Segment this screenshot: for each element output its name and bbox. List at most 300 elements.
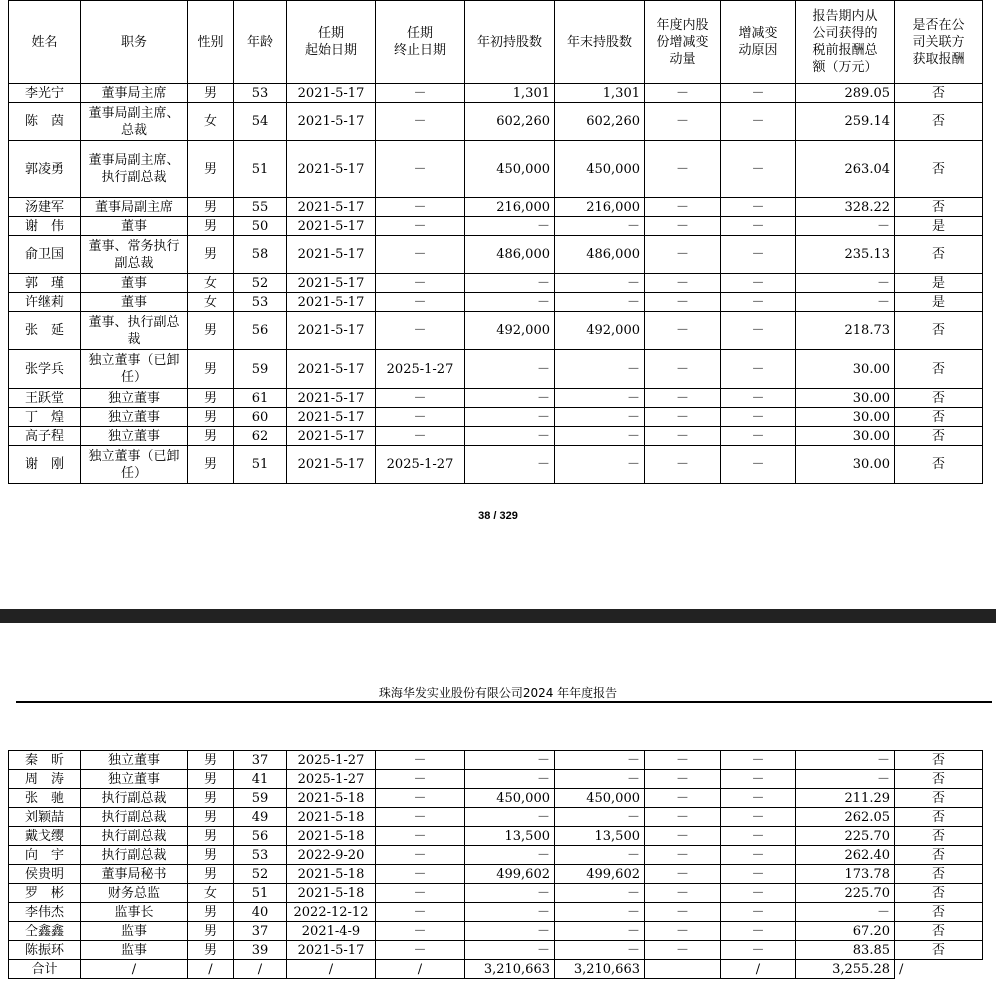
- cell-share-change: －: [645, 789, 721, 808]
- cell-change-reason: －: [721, 922, 796, 941]
- cell-shares-end: 450,000: [555, 141, 645, 198]
- cell-change-reason: －: [721, 827, 796, 846]
- cell-title: 独立董事: [81, 751, 188, 770]
- cell-compensation: 30.00: [796, 350, 895, 389]
- cell-compensation: －: [796, 217, 895, 236]
- cell-title: 独立董事（已卸任）: [81, 446, 188, 484]
- cell-gender: 男: [188, 312, 234, 350]
- cell-age: 54: [234, 103, 287, 141]
- cell-name: 刘颖喆: [9, 808, 81, 827]
- cell-compensation: 83.85: [796, 941, 895, 960]
- cell-name: 张 驰: [9, 789, 81, 808]
- cell-term-end: －: [376, 236, 465, 274]
- cell-gender: 男: [188, 941, 234, 960]
- cell-compensation: 259.14: [796, 103, 895, 141]
- cell-name: 王跃堂: [9, 389, 81, 408]
- cell-gender: 男: [188, 903, 234, 922]
- cell-gender: 男: [188, 789, 234, 808]
- cell-related-party-pay: 否: [895, 198, 983, 217]
- cell-term-end: 2025-1-27: [376, 446, 465, 484]
- table-row: [9, 922, 983, 941]
- cell-term-end: －: [376, 217, 465, 236]
- cell-related-party-pay: 否: [895, 103, 983, 141]
- cell-term-end: －: [376, 84, 465, 103]
- cell-term-end: －: [376, 103, 465, 141]
- cell-shares-end: －: [555, 217, 645, 236]
- cell-compensation: 225.70: [796, 884, 895, 903]
- cell-shares-end: －: [555, 408, 645, 427]
- cell-change-reason: －: [721, 141, 796, 198]
- table-row: [9, 274, 983, 293]
- cell-gender: 男: [188, 827, 234, 846]
- cell-shares-end: －: [555, 884, 645, 903]
- cell-shares-begin: －: [465, 350, 555, 389]
- table-header-row: [9, 1, 983, 84]
- cell-gender: 男: [188, 217, 234, 236]
- directors-table-part1: [8, 0, 983, 484]
- cell-shares-begin: 499,602: [465, 865, 555, 884]
- cell-term-start: 2021-5-17: [287, 350, 376, 389]
- cell-gender: 男: [188, 770, 234, 789]
- cell-share-change: －: [645, 141, 721, 198]
- cell-name: 李光宁: [9, 84, 81, 103]
- cell-related-party-pay: 否: [895, 884, 983, 903]
- total-title: /: [81, 960, 188, 979]
- cell-term-start: 2021-5-18: [287, 789, 376, 808]
- cell-compensation: －: [796, 293, 895, 312]
- table-row: [9, 350, 983, 389]
- cell-change-reason: －: [721, 446, 796, 484]
- cell-term-start: 2021-5-17: [287, 941, 376, 960]
- cell-term-start: 2021-5-17: [287, 389, 376, 408]
- cell-compensation: 218.73: [796, 312, 895, 350]
- cell-term-end: 2025-1-27: [376, 350, 465, 389]
- cell-age: 52: [234, 274, 287, 293]
- cell-change-reason: －: [721, 941, 796, 960]
- cell-compensation: 30.00: [796, 408, 895, 427]
- cell-shares-begin: －: [465, 770, 555, 789]
- cell-age: 40: [234, 903, 287, 922]
- cell-related-party-pay: 否: [895, 751, 983, 770]
- cell-gender: 男: [188, 141, 234, 198]
- cell-share-change: －: [645, 350, 721, 389]
- cell-name: 谢 刚: [9, 446, 81, 484]
- cell-change-reason: －: [721, 84, 796, 103]
- table-row: [9, 141, 983, 198]
- cell-title: 执行副总裁: [81, 808, 188, 827]
- cell-change-reason: －: [721, 103, 796, 141]
- header-related-party-pay: 是否在公 司关联方 获取报酬: [895, 1, 983, 84]
- cell-shares-begin: 450,000: [465, 141, 555, 198]
- cell-share-change: －: [645, 103, 721, 141]
- cell-share-change: －: [645, 827, 721, 846]
- total-compensation: 3,255.28: [796, 960, 895, 979]
- cell-share-change: －: [645, 922, 721, 941]
- cell-term-end: －: [376, 922, 465, 941]
- cell-name: 汤建军: [9, 198, 81, 217]
- cell-term-end: －: [376, 770, 465, 789]
- cell-term-end: －: [376, 293, 465, 312]
- table-row: [9, 408, 983, 427]
- cell-term-start: 2021-5-17: [287, 217, 376, 236]
- page-number: 38 / 329: [478, 510, 518, 522]
- cell-share-change: －: [645, 293, 721, 312]
- header-compensation: 报告期内从 公司获得的 税前报酬总 额（万元）: [796, 1, 895, 84]
- cell-change-reason: －: [721, 389, 796, 408]
- cell-term-end: －: [376, 865, 465, 884]
- cell-share-change: －: [645, 236, 721, 274]
- cell-age: 55: [234, 198, 287, 217]
- cell-compensation: 262.05: [796, 808, 895, 827]
- cell-title: 董事、执行副总裁: [81, 312, 188, 350]
- cell-shares-end: －: [555, 751, 645, 770]
- cell-change-reason: －: [721, 274, 796, 293]
- cell-gender: 男: [188, 808, 234, 827]
- cell-compensation: 263.04: [796, 141, 895, 198]
- cell-share-change: －: [645, 446, 721, 484]
- cell-related-party-pay: 否: [895, 827, 983, 846]
- cell-name: 许继莉: [9, 293, 81, 312]
- cell-term-start: 2022-9-20: [287, 846, 376, 865]
- cell-title: 执行副总裁: [81, 789, 188, 808]
- cell-gender: 男: [188, 198, 234, 217]
- cell-shares-end: －: [555, 770, 645, 789]
- table-row: [9, 789, 983, 808]
- cell-gender: 男: [188, 446, 234, 484]
- cell-change-reason: －: [721, 789, 796, 808]
- cell-name: 仝鑫鑫: [9, 922, 81, 941]
- total-age: /: [234, 960, 287, 979]
- table-row: [9, 808, 983, 827]
- header-age: 年龄: [234, 1, 287, 84]
- header-title: 职务: [81, 1, 188, 84]
- cell-related-party-pay: 否: [895, 941, 983, 960]
- table-row: [9, 389, 983, 408]
- cell-change-reason: －: [721, 427, 796, 446]
- cell-change-reason: －: [721, 236, 796, 274]
- table-row: [9, 427, 983, 446]
- cell-term-end: －: [376, 198, 465, 217]
- cell-shares-end: －: [555, 808, 645, 827]
- cell-age: 52: [234, 865, 287, 884]
- cell-change-reason: －: [721, 865, 796, 884]
- cell-term-start: 2021-5-17: [287, 446, 376, 484]
- cell-term-start: 2021-5-17: [287, 312, 376, 350]
- cell-shares-begin: －: [465, 446, 555, 484]
- cell-shares-end: －: [555, 446, 645, 484]
- table-row: [9, 884, 983, 903]
- cell-gender: 男: [188, 427, 234, 446]
- header-gender: 性别: [188, 1, 234, 84]
- cell-shares-begin: －: [465, 274, 555, 293]
- cell-title: 执行副总裁: [81, 846, 188, 865]
- cell-age: 51: [234, 884, 287, 903]
- cell-term-end: －: [376, 274, 465, 293]
- cell-age: 39: [234, 941, 287, 960]
- cell-share-change: －: [645, 770, 721, 789]
- cell-title: 独立董事: [81, 408, 188, 427]
- cell-name: 罗 彬: [9, 884, 81, 903]
- cell-share-change: －: [645, 408, 721, 427]
- cell-term-end: －: [376, 808, 465, 827]
- cell-title: 监事: [81, 922, 188, 941]
- cell-related-party-pay: 否: [895, 789, 983, 808]
- total-related-party-pay: /: [895, 960, 983, 979]
- cell-age: 37: [234, 751, 287, 770]
- cell-compensation: －: [796, 770, 895, 789]
- cell-gender: 男: [188, 350, 234, 389]
- cell-share-change: －: [645, 427, 721, 446]
- table-row: [9, 827, 983, 846]
- cell-change-reason: －: [721, 408, 796, 427]
- cell-name: 谢 伟: [9, 217, 81, 236]
- table-row: [9, 751, 983, 770]
- cell-compensation: －: [796, 903, 895, 922]
- cell-shares-end: －: [555, 903, 645, 922]
- cell-compensation: －: [796, 751, 895, 770]
- cell-compensation: 173.78: [796, 865, 895, 884]
- cell-shares-end: －: [555, 922, 645, 941]
- cell-name: 李伟杰: [9, 903, 81, 922]
- cell-related-party-pay: 否: [895, 389, 983, 408]
- page-separator: [0, 609, 996, 623]
- table-row: [9, 293, 983, 312]
- cell-shares-begin: －: [465, 217, 555, 236]
- cell-share-change: －: [645, 84, 721, 103]
- cell-related-party-pay: 否: [895, 350, 983, 389]
- cell-change-reason: －: [721, 293, 796, 312]
- cell-gender: 男: [188, 389, 234, 408]
- cell-title: 董事局副主席、总裁: [81, 103, 188, 141]
- cell-related-party-pay: 否: [895, 846, 983, 865]
- cell-name: 向 宇: [9, 846, 81, 865]
- cell-shares-begin: －: [465, 751, 555, 770]
- cell-share-change: －: [645, 312, 721, 350]
- cell-related-party-pay: 是: [895, 274, 983, 293]
- table-row: [9, 770, 983, 789]
- cell-term-start: 2021-5-17: [287, 274, 376, 293]
- cell-age: 53: [234, 293, 287, 312]
- cell-gender: 女: [188, 884, 234, 903]
- cell-name: 张学兵: [9, 350, 81, 389]
- cell-age: 59: [234, 789, 287, 808]
- cell-compensation: 67.20: [796, 922, 895, 941]
- cell-title: 独立董事: [81, 389, 188, 408]
- cell-shares-begin: 602,260: [465, 103, 555, 141]
- table-row: [9, 312, 983, 350]
- cell-term-start: 2025-1-27: [287, 770, 376, 789]
- table-row: [9, 446, 983, 484]
- total-term-start: /: [287, 960, 376, 979]
- cell-term-end: －: [376, 903, 465, 922]
- cell-age: 41: [234, 770, 287, 789]
- cell-shares-end: －: [555, 427, 645, 446]
- cell-share-change: －: [645, 808, 721, 827]
- header-rule: [16, 701, 992, 703]
- cell-term-start: 2025-1-27: [287, 751, 376, 770]
- table-row: [9, 84, 983, 103]
- cell-shares-begin: 1,301: [465, 84, 555, 103]
- total-share-change: [645, 960, 721, 979]
- cell-term-start: 2021-4-9: [287, 922, 376, 941]
- cell-compensation: 30.00: [796, 446, 895, 484]
- cell-age: 60: [234, 408, 287, 427]
- cell-term-start: 2021-5-17: [287, 198, 376, 217]
- cell-shares-end: 450,000: [555, 789, 645, 808]
- cell-related-party-pay: 否: [895, 84, 983, 103]
- cell-term-start: 2021-5-18: [287, 884, 376, 903]
- total-shares-end: 3,210,663: [555, 960, 645, 979]
- cell-name: 戴戈缨: [9, 827, 81, 846]
- cell-shares-begin: －: [465, 941, 555, 960]
- cell-name: 郭 瑾: [9, 274, 81, 293]
- cell-shares-end: 216,000: [555, 198, 645, 217]
- cell-gender: 女: [188, 274, 234, 293]
- cell-compensation: 30.00: [796, 427, 895, 446]
- cell-age: 58: [234, 236, 287, 274]
- header-term-start: 任期 起始日期: [287, 1, 376, 84]
- cell-shares-end: 499,602: [555, 865, 645, 884]
- cell-title: 独立董事: [81, 770, 188, 789]
- cell-shares-end: －: [555, 274, 645, 293]
- cell-gender: 女: [188, 103, 234, 141]
- cell-title: 独立董事（已卸任）: [81, 350, 188, 389]
- cell-compensation: －: [796, 274, 895, 293]
- cell-term-end: －: [376, 884, 465, 903]
- table-row: [9, 846, 983, 865]
- cell-gender: 男: [188, 922, 234, 941]
- cell-related-party-pay: 否: [895, 865, 983, 884]
- cell-age: 51: [234, 446, 287, 484]
- cell-age: 61: [234, 389, 287, 408]
- cell-shares-begin: 216,000: [465, 198, 555, 217]
- table-row: [9, 198, 983, 217]
- cell-related-party-pay: 否: [895, 408, 983, 427]
- cell-shares-begin: －: [465, 808, 555, 827]
- cell-change-reason: －: [721, 770, 796, 789]
- cell-shares-begin: －: [465, 427, 555, 446]
- cell-term-end: －: [376, 941, 465, 960]
- cell-compensation: 225.70: [796, 827, 895, 846]
- cell-change-reason: －: [721, 808, 796, 827]
- header-term-end: 任期 终止日期: [376, 1, 465, 84]
- cell-term-end: －: [376, 312, 465, 350]
- cell-shares-begin: －: [465, 922, 555, 941]
- cell-shares-begin: －: [465, 293, 555, 312]
- cell-change-reason: －: [721, 217, 796, 236]
- cell-compensation: 211.29: [796, 789, 895, 808]
- total-row: [9, 960, 983, 979]
- cell-name: 秦 昕: [9, 751, 81, 770]
- total-name: 合计: [9, 960, 81, 979]
- cell-term-start: 2021-5-18: [287, 808, 376, 827]
- cell-shares-end: －: [555, 389, 645, 408]
- cell-related-party-pay: 否: [895, 808, 983, 827]
- cell-gender: 女: [188, 293, 234, 312]
- cell-age: 53: [234, 84, 287, 103]
- cell-share-change: －: [645, 217, 721, 236]
- cell-related-party-pay: 否: [895, 141, 983, 198]
- cell-shares-begin: －: [465, 389, 555, 408]
- cell-title: 董事局秘书: [81, 865, 188, 884]
- header-change-reason: 增减变 动原因: [721, 1, 796, 84]
- cell-name: 陈振环: [9, 941, 81, 960]
- cell-shares-begin: 492,000: [465, 312, 555, 350]
- cell-name: 张 延: [9, 312, 81, 350]
- cell-share-change: －: [645, 865, 721, 884]
- cell-age: 62: [234, 427, 287, 446]
- header-shares-end: 年末持股数: [555, 1, 645, 84]
- running-header: 珠海华发实业股份有限公司2024 年年度报告: [378, 686, 618, 700]
- cell-title: 财务总监: [81, 884, 188, 903]
- cell-title: 董事: [81, 217, 188, 236]
- cell-name: 郭凌勇: [9, 141, 81, 198]
- cell-term-start: 2022-12-12: [287, 903, 376, 922]
- cell-shares-begin: －: [465, 884, 555, 903]
- cell-term-start: 2021-5-17: [287, 103, 376, 141]
- table-row: [9, 941, 983, 960]
- cell-term-start: 2021-5-17: [287, 141, 376, 198]
- cell-shares-end: 602,260: [555, 103, 645, 141]
- cell-term-end: －: [376, 846, 465, 865]
- cell-shares-begin: －: [465, 408, 555, 427]
- cell-compensation: 328.22: [796, 198, 895, 217]
- cell-title: 独立董事: [81, 427, 188, 446]
- cell-change-reason: －: [721, 312, 796, 350]
- cell-shares-begin: 13,500: [465, 827, 555, 846]
- cell-gender: 男: [188, 846, 234, 865]
- cell-related-party-pay: 否: [895, 446, 983, 484]
- table-row: [9, 903, 983, 922]
- cell-shares-end: 486,000: [555, 236, 645, 274]
- cell-related-party-pay: 否: [895, 922, 983, 941]
- cell-shares-begin: 486,000: [465, 236, 555, 274]
- cell-title: 执行副总裁: [81, 827, 188, 846]
- cell-share-change: －: [645, 884, 721, 903]
- total-change-reason: /: [721, 960, 796, 979]
- cell-share-change: －: [645, 941, 721, 960]
- cell-share-change: －: [645, 274, 721, 293]
- cell-related-party-pay: 是: [895, 217, 983, 236]
- cell-name: 高子程: [9, 427, 81, 446]
- cell-term-start: 2021-5-18: [287, 865, 376, 884]
- cell-term-end: －: [376, 789, 465, 808]
- cell-related-party-pay: 否: [895, 770, 983, 789]
- cell-shares-end: 1,301: [555, 84, 645, 103]
- cell-related-party-pay: 否: [895, 903, 983, 922]
- directors-table-part2: [8, 750, 983, 979]
- cell-age: 59: [234, 350, 287, 389]
- cell-title: 董事: [81, 293, 188, 312]
- table-row: [9, 103, 983, 141]
- cell-term-end: －: [376, 408, 465, 427]
- cell-term-end: －: [376, 827, 465, 846]
- cell-title: 董事局副主席: [81, 198, 188, 217]
- cell-term-end: －: [376, 751, 465, 770]
- cell-age: 49: [234, 808, 287, 827]
- cell-shares-end: 492,000: [555, 312, 645, 350]
- cell-shares-begin: 450,000: [465, 789, 555, 808]
- cell-age: 56: [234, 312, 287, 350]
- table-row: [9, 236, 983, 274]
- cell-term-end: －: [376, 141, 465, 198]
- cell-change-reason: －: [721, 884, 796, 903]
- cell-name: 俞卫国: [9, 236, 81, 274]
- total-gender: /: [188, 960, 234, 979]
- cell-share-change: －: [645, 751, 721, 770]
- cell-shares-begin: －: [465, 903, 555, 922]
- cell-title: 董事: [81, 274, 188, 293]
